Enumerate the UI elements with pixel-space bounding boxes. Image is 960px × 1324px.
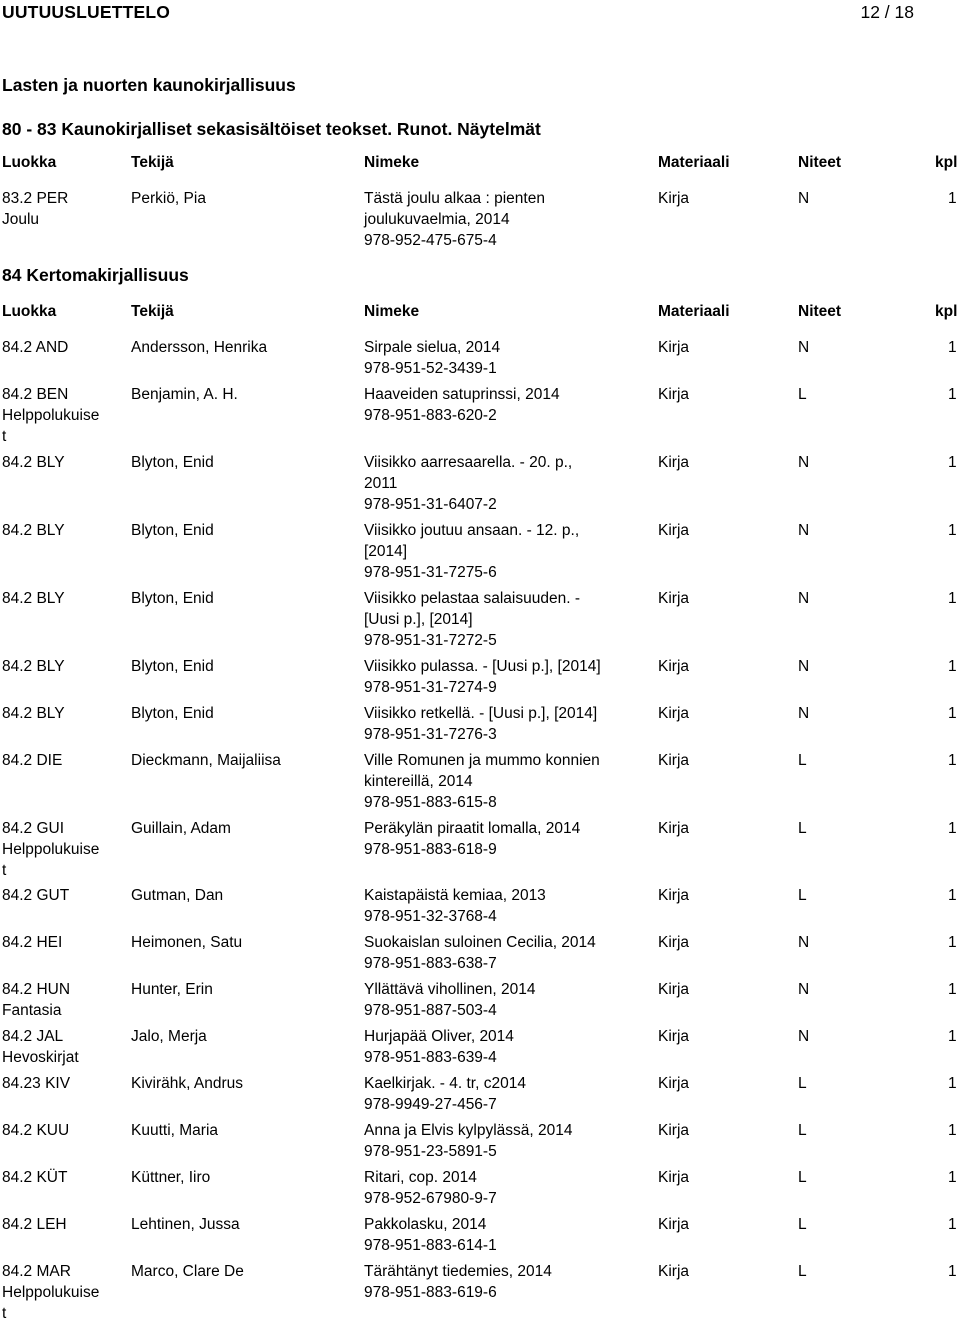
niteet-cell: N	[798, 522, 810, 539]
kpl-cell: 1	[948, 1169, 957, 1186]
nimeke-cell-line: Haaveiden satuprinssi, 2014	[364, 386, 560, 403]
nimeke-cell-line: 978-951-883-614-1	[364, 1237, 497, 1254]
nimeke-cell-line: Anna ja Elvis kylpylässä, 2014	[364, 1122, 573, 1139]
nimeke-cell	[364, 452, 634, 515]
luokka-cell	[2, 932, 122, 953]
nimeke-cell-line: [2014]	[364, 543, 408, 560]
niteet-cell: L	[798, 1263, 807, 1280]
luokka-cell-line: 84.2 HEI	[2, 934, 63, 951]
nimeke-cell	[364, 188, 634, 251]
kpl-cell: 1	[948, 934, 957, 951]
kpl-cell: 1	[948, 705, 957, 722]
luokka-cell-line: 84.2 BLY	[2, 705, 65, 722]
nimeke-cell-line: 978-951-883-639-4	[364, 1049, 497, 1066]
luokka-cell-line: Helppolukuise	[2, 841, 100, 858]
nimeke-cell	[364, 588, 634, 651]
materiaali-cell: Kirja	[658, 339, 690, 356]
niteet-cell: N	[798, 190, 810, 207]
luokka-cell-line: 84.2 HUN	[2, 981, 71, 998]
kpl-cell: 1	[948, 1075, 957, 1092]
niteet-cell: N	[798, 705, 810, 722]
section-heading: 80 - 83 Kaunokirjalliset sekasisältöiset teokset. Runot. Näytelmät	[2, 119, 541, 139]
nimeke-cell-line: 978-951-883-638-7	[364, 955, 497, 972]
kpl-cell: 1	[948, 658, 957, 675]
nimeke-cell-line: 978-951-883-620-2	[364, 407, 497, 424]
nimeke-cell-line: Ritari, cop. 2014	[364, 1169, 477, 1186]
luokka-cell	[2, 337, 122, 358]
column-header-luokka: Luokka	[2, 154, 57, 171]
niteet-cell: N	[798, 454, 810, 471]
nimeke-cell-line: Kaistapäistä kemiaa, 2013	[364, 887, 546, 904]
materiaali-cell: Kirja	[658, 1122, 690, 1139]
table-header	[0, 154, 960, 176]
nimeke-cell	[364, 818, 634, 860]
nimeke-cell-line: 978-952-67980-9-7	[364, 1190, 497, 1207]
nimeke-cell-line: Suokaislan suloinen Cecilia, 2014	[364, 934, 596, 951]
nimeke-cell-line: 978-951-31-6407-2	[364, 496, 497, 513]
niteet-cell: N	[798, 1028, 810, 1045]
nimeke-cell-line: 978-9949-27-456-7	[364, 1096, 497, 1113]
luokka-cell	[2, 1026, 122, 1068]
column-header-tekijä: Tekijä	[131, 303, 174, 320]
luokka-cell-line: 84.2 GUT	[2, 887, 70, 904]
nimeke-cell	[364, 1073, 634, 1115]
column-header-nimeke: Nimeke	[364, 303, 420, 320]
materiaali-cell: Kirja	[658, 934, 690, 951]
materiaali-cell: Kirja	[658, 752, 690, 769]
column-header-materiaali: Materiaali	[658, 154, 730, 171]
nimeke-cell	[364, 1167, 634, 1209]
luokka-cell	[2, 520, 122, 541]
nimeke-cell-line: 978-951-32-3768-4	[364, 908, 497, 925]
tekija-cell: Gutman, Dan	[131, 887, 224, 904]
nimeke-cell-line: 978-951-883-618-9	[364, 841, 497, 858]
nimeke-cell	[364, 750, 634, 813]
luokka-cell-line: 84.2 AND	[2, 339, 69, 356]
luokka-cell-line: 84.2 KUU	[2, 1122, 70, 1139]
luokka-cell-line: Joulu	[2, 211, 40, 228]
nimeke-cell-line: Pakkolasku, 2014	[364, 1216, 487, 1233]
nimeke-cell-line: Kaelkirjak. - 4. tr, c2014	[364, 1075, 526, 1092]
nimeke-cell-line: Yllättävä vihollinen, 2014	[364, 981, 536, 998]
luokka-cell-line: 84.2 BEN	[2, 386, 69, 403]
niteet-cell: L	[798, 1216, 807, 1233]
luokka-cell	[2, 656, 122, 677]
luokka-cell-line: 84.2 KÜT	[2, 1169, 68, 1186]
kpl-cell: 1	[948, 522, 957, 539]
kpl-cell: 1	[948, 820, 957, 837]
luokka-cell	[2, 885, 122, 906]
tekija-cell: Benjamin, A. H.	[131, 386, 238, 403]
column-header-niteet: Niteet	[798, 303, 842, 320]
materiaali-cell: Kirja	[658, 820, 690, 837]
nimeke-cell-line: joulukuvaelmia, 2014	[364, 211, 510, 228]
nimeke-cell-line: Viisikko joutuu ansaan. - 12. p.,	[364, 522, 580, 539]
column-header-kpl: kpl	[935, 303, 958, 320]
column-header-nimeke: Nimeke	[364, 154, 420, 171]
tekija-cell: Blyton, Enid	[131, 705, 214, 722]
list-title: UUTUUSLUETTELO	[2, 2, 171, 22]
luokka-cell	[2, 1214, 122, 1235]
tekija-cell: Perkiö, Pia	[131, 190, 206, 207]
nimeke-cell-line: 978-951-31-7272-5	[364, 632, 497, 649]
luokka-cell	[2, 452, 122, 473]
luokka-cell-line: 84.2 BLY	[2, 658, 65, 675]
nimeke-cell-line: Viisikko pulassa. - [Uusi p.], [2014]	[364, 658, 601, 675]
tekija-cell: Lehtinen, Jussa	[131, 1216, 240, 1233]
luokka-cell-line: 84.2 BLY	[2, 454, 65, 471]
luokka-cell	[2, 1167, 122, 1188]
luokka-cell	[2, 188, 122, 230]
luokka-cell-line: t	[2, 1305, 7, 1322]
materiaali-cell: Kirja	[658, 1169, 690, 1186]
page-number: 12 / 18	[860, 2, 914, 22]
niteet-cell: L	[798, 820, 807, 837]
luokka-cell	[2, 818, 122, 881]
luokka-cell-line: Fantasia	[2, 1002, 62, 1019]
tekija-cell: Kivirähk, Andrus	[131, 1075, 243, 1092]
tekija-cell: Hunter, Erin	[131, 981, 213, 998]
nimeke-cell	[364, 520, 634, 583]
nimeke-cell	[364, 1214, 634, 1256]
tekija-cell: Blyton, Enid	[131, 454, 214, 471]
luokka-cell-line: 84.2 BLY	[2, 590, 65, 607]
niteet-cell: L	[798, 1169, 807, 1186]
materiaali-cell: Kirja	[658, 590, 690, 607]
materiaali-cell: Kirja	[658, 658, 690, 675]
luokka-cell-line: Helppolukuise	[2, 1284, 100, 1301]
niteet-cell: N	[798, 658, 810, 675]
luokka-cell-line: t	[2, 862, 7, 879]
column-header-luokka: Luokka	[2, 303, 57, 320]
nimeke-cell	[364, 384, 634, 426]
kpl-cell: 1	[948, 981, 957, 998]
tekija-cell: Andersson, Henrika	[131, 339, 268, 356]
materiaali-cell: Kirja	[658, 1028, 690, 1045]
materiaali-cell: Kirja	[658, 705, 690, 722]
niteet-cell: N	[798, 339, 810, 356]
niteet-cell: L	[798, 386, 807, 403]
kpl-cell: 1	[948, 454, 957, 471]
kpl-cell: 1	[948, 1122, 957, 1139]
tekija-cell: Jalo, Merja	[131, 1028, 207, 1045]
materiaali-cell: Kirja	[658, 981, 690, 998]
luokka-cell	[2, 703, 122, 724]
materiaali-cell: Kirja	[658, 522, 690, 539]
table-header	[0, 303, 960, 325]
kpl-cell: 1	[948, 190, 957, 207]
luokka-cell	[2, 1261, 122, 1324]
luokka-cell-line: 84.23 KIV	[2, 1075, 71, 1092]
nimeke-cell-line: 978-951-887-503-4	[364, 1002, 497, 1019]
nimeke-cell	[364, 932, 634, 974]
nimeke-cell-line: Sirpale sielua, 2014	[364, 339, 501, 356]
kpl-cell: 1	[948, 887, 957, 904]
materiaali-cell: Kirja	[658, 1216, 690, 1233]
nimeke-cell-line: kintereillä, 2014	[364, 773, 473, 790]
nimeke-cell	[364, 1261, 634, 1303]
niteet-cell: N	[798, 590, 810, 607]
nimeke-cell-line: 978-951-23-5891-5	[364, 1143, 497, 1160]
column-header-kpl: kpl	[935, 154, 958, 171]
tekija-cell: Kuutti, Maria	[131, 1122, 219, 1139]
nimeke-cell-line: Ville Romunen ja mummo konnien	[364, 752, 600, 769]
nimeke-cell-line: 978-951-52-3439-1	[364, 360, 497, 377]
nimeke-cell-line: 978-951-883-615-8	[364, 794, 497, 811]
kpl-cell: 1	[948, 1263, 957, 1280]
column-header-tekijä: Tekijä	[131, 154, 174, 171]
materiaali-cell: Kirja	[658, 190, 690, 207]
luokka-cell-line: 84.2 MAR	[2, 1263, 71, 1280]
nimeke-cell	[364, 656, 634, 698]
niteet-cell: L	[798, 887, 807, 904]
materiaali-cell: Kirja	[658, 1263, 690, 1280]
kpl-cell: 1	[948, 339, 957, 356]
luokka-cell-line: Helppolukuise	[2, 407, 100, 424]
nimeke-cell-line: Peräkylän piraatit lomalla, 2014	[364, 820, 581, 837]
nimeke-cell-line: 978-951-31-7274-9	[364, 679, 497, 696]
nimeke-cell	[364, 337, 634, 379]
tekija-cell: Blyton, Enid	[131, 522, 214, 539]
column-header-niteet: Niteet	[798, 154, 842, 171]
nimeke-cell	[364, 1120, 634, 1162]
nimeke-cell-line: Tärähtänyt tiedemies, 2014	[364, 1263, 552, 1280]
tekija-cell: Dieckmann, Maijaliisa	[131, 752, 281, 769]
niteet-cell: L	[798, 1075, 807, 1092]
category-heading: Lasten ja nuorten kaunokirjallisuus	[2, 75, 296, 95]
nimeke-cell-line: Viisikko aarresaarella. - 20. p.,	[364, 454, 573, 471]
materiaali-cell: Kirja	[658, 386, 690, 403]
luokka-cell-line: 84.2 DIE	[2, 752, 63, 769]
materiaali-cell: Kirja	[658, 454, 690, 471]
kpl-cell: 1	[948, 1028, 957, 1045]
luokka-cell	[2, 384, 122, 447]
nimeke-cell	[364, 885, 634, 927]
luokka-cell-line: t	[2, 428, 7, 445]
luokka-cell-line: Hevoskirjat	[2, 1049, 79, 1066]
niteet-cell: N	[798, 981, 810, 998]
nimeke-cell-line: Hurjapää Oliver, 2014	[364, 1028, 514, 1045]
tekija-cell: Guillain, Adam	[131, 820, 231, 837]
tekija-cell: Marco, Clare De	[131, 1263, 244, 1280]
nimeke-cell-line: 978-951-31-7275-6	[364, 564, 497, 581]
luokka-cell-line: 84.2 JAL	[2, 1028, 64, 1045]
niteet-cell: L	[798, 1122, 807, 1139]
luokka-cell	[2, 979, 122, 1021]
luokka-cell	[2, 1120, 122, 1141]
kpl-cell: 1	[948, 1216, 957, 1233]
nimeke-cell-line: 978-951-883-619-6	[364, 1284, 497, 1301]
kpl-cell: 1	[948, 752, 957, 769]
materiaali-cell: Kirja	[658, 887, 690, 904]
tekija-cell: Blyton, Enid	[131, 590, 214, 607]
niteet-cell: L	[798, 752, 807, 769]
nimeke-cell-line: 978-952-475-675-4	[364, 232, 497, 249]
column-header-materiaali: Materiaali	[658, 303, 730, 320]
nimeke-cell-line: Tästä joulu alkaa : pienten	[364, 190, 545, 207]
kpl-cell: 1	[948, 386, 957, 403]
luokka-cell	[2, 750, 122, 771]
section-heading: 84 Kertomakirjallisuus	[2, 265, 189, 285]
kpl-cell: 1	[948, 590, 957, 607]
nimeke-cell-line: 978-951-31-7276-3	[364, 726, 497, 743]
luokka-cell-line: 84.2 BLY	[2, 522, 65, 539]
nimeke-cell	[364, 979, 634, 1021]
nimeke-cell-line: [Uusi p.], [2014]	[364, 611, 473, 628]
materiaali-cell: Kirja	[658, 1075, 690, 1092]
nimeke-cell-line: 2011	[364, 475, 398, 492]
tekija-cell: Heimonen, Satu	[131, 934, 243, 951]
nimeke-cell	[364, 1026, 634, 1068]
tekija-cell: Küttner, Iiro	[131, 1169, 211, 1186]
luokka-cell-line: 84.2 LEH	[2, 1216, 67, 1233]
tekija-cell: Blyton, Enid	[131, 658, 214, 675]
luokka-cell	[2, 1073, 122, 1094]
niteet-cell: N	[798, 934, 810, 951]
nimeke-cell-line: Viisikko pelastaa salaisuuden. -	[364, 590, 580, 607]
luokka-cell-line: 84.2 GUI	[2, 820, 65, 837]
luokka-cell	[2, 588, 122, 609]
nimeke-cell-line: Viisikko retkellä. - [Uusi p.], [2014]	[364, 705, 598, 722]
nimeke-cell	[364, 703, 634, 745]
luokka-cell-line: 83.2 PER	[2, 190, 69, 207]
